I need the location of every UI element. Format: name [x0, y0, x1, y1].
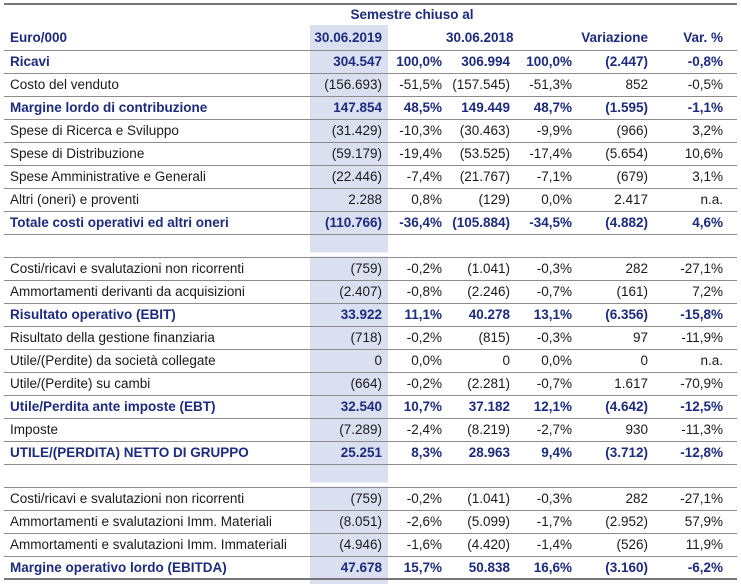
variation: 930	[576, 418, 652, 441]
variation: (3.160)	[576, 556, 652, 579]
pct-2019: -19,4%	[388, 142, 446, 165]
title-row-left-blank	[4, 4, 310, 25]
value-2019: (59.179)	[310, 142, 388, 165]
table-title: Semestre chiuso al	[350, 7, 474, 23]
income-statement-table	[4, 3, 737, 584]
pct-2018: -0,3%	[514, 257, 576, 280]
variation-pct: -11,9%	[652, 326, 737, 349]
variation: (2.447)	[576, 50, 652, 73]
row-label: Risultato operativo (EBIT)	[4, 303, 310, 326]
value-2018: 40.278	[446, 303, 514, 326]
table-row	[4, 533, 737, 556]
variation: 0	[576, 349, 652, 372]
value-2019: (7.289)	[310, 418, 388, 441]
table-row	[4, 50, 737, 73]
value-2019: 304.547	[310, 50, 388, 73]
variation-pct: -0,5%	[652, 73, 737, 96]
pct-2018: 12,1%	[514, 395, 576, 418]
pct-2019: -7,4%	[388, 165, 446, 188]
value-2018: 149.449	[446, 96, 514, 119]
variation: 1.617	[576, 372, 652, 395]
pct-2019: -0,8%	[388, 280, 446, 303]
pct-2019: 8,3%	[388, 441, 446, 464]
row-label: Utile/Perdita ante imposte (EBT)	[4, 395, 310, 418]
table-row	[4, 119, 737, 142]
row-label: Altri (oneri) e proventi	[4, 188, 310, 211]
table-row	[4, 510, 737, 533]
value-2018: (4.420)	[446, 533, 514, 556]
pct-2018: -7,1%	[514, 165, 576, 188]
variation-pct: 4,6%	[652, 211, 737, 234]
pct-2018: 0,0%	[514, 188, 576, 211]
spacer-highlight-cell	[310, 234, 388, 257]
spacer-highlight-cell	[310, 464, 388, 487]
value-2019: 25.251	[310, 441, 388, 464]
pct-2019: -36,4%	[388, 211, 446, 234]
pct-2019: 15,7%	[388, 556, 446, 579]
table-row	[4, 303, 737, 326]
variation-pct: -12,5%	[652, 395, 737, 418]
pct-2018: 100,0%	[514, 50, 576, 73]
variation-pct: 3,1%	[652, 165, 737, 188]
row-label: Utile/(Perdite) da società collegate	[4, 349, 310, 372]
table-row	[4, 142, 737, 165]
value-2019: 47.678	[310, 556, 388, 579]
variation: 97	[576, 326, 652, 349]
variation: (2.952)	[576, 510, 652, 533]
pct-2018: -0,7%	[514, 372, 576, 395]
stub-cell	[388, 579, 737, 584]
value-2019: (2.407)	[310, 280, 388, 303]
pct-2019: 10,7%	[388, 395, 446, 418]
value-2018: (1.041)	[446, 487, 514, 510]
variation-pct: -11,3%	[652, 418, 737, 441]
value-2018: (157.545)	[446, 73, 514, 96]
pct-2019: 0,8%	[388, 188, 446, 211]
value-2019: 32.540	[310, 395, 388, 418]
column-header-row	[4, 25, 737, 50]
variation: (679)	[576, 165, 652, 188]
row-label: Ammortamenti e svalutazioni Imm. Materiali	[4, 510, 310, 533]
value-2018: 28.963	[446, 441, 514, 464]
variation: (6.356)	[576, 303, 652, 326]
pct-2018: 9,4%	[514, 441, 576, 464]
row-label: Imposte	[4, 418, 310, 441]
row-label: Utile/(Perdite) su cambi	[4, 372, 310, 395]
pct-2019: -0,2%	[388, 326, 446, 349]
spacer-cell	[388, 234, 737, 257]
table-row	[4, 487, 737, 510]
value-2019: 33.922	[310, 303, 388, 326]
stub-cell	[4, 579, 310, 584]
variation: (5.654)	[576, 142, 652, 165]
value-2018: (5.099)	[446, 510, 514, 533]
table-row	[4, 556, 737, 579]
pct-2019: -0,2%	[388, 372, 446, 395]
column-header-blank-2	[514, 25, 576, 50]
pct-2019: 0,0%	[388, 349, 446, 372]
value-2019: 2.288	[310, 188, 388, 211]
value-2018: 0	[446, 349, 514, 372]
value-2019: 0	[310, 349, 388, 372]
variation-pct: 3,2%	[652, 119, 737, 142]
pct-2019: 48,5%	[388, 96, 446, 119]
variation: 282	[576, 487, 652, 510]
row-label: Costi/ricavi e svalutazioni non ricorrenti	[4, 487, 310, 510]
pct-2018: 16,6%	[514, 556, 576, 579]
value-2018: (30.463)	[446, 119, 514, 142]
value-2019: (31.429)	[310, 119, 388, 142]
variation-pct: -70,9%	[652, 372, 737, 395]
value-2018: (8.219)	[446, 418, 514, 441]
value-2018: (815)	[446, 326, 514, 349]
variation: (3.712)	[576, 441, 652, 464]
variation: 2.417	[576, 188, 652, 211]
pct-2018: -51,3%	[514, 73, 576, 96]
pct-2019: -1,6%	[388, 533, 446, 556]
variation: (4.642)	[576, 395, 652, 418]
table-row	[4, 188, 737, 211]
spacer-row	[4, 234, 737, 257]
row-label: Ammortamenti e svalutazioni Imm. Immateriali	[4, 533, 310, 556]
variation-pct: n.a.	[652, 349, 737, 372]
column-header-variation: Variazione	[576, 25, 652, 50]
value-2019: (8.051)	[310, 510, 388, 533]
value-2018: (2.281)	[446, 372, 514, 395]
pct-2018: -17,4%	[514, 142, 576, 165]
value-2018: 37.182	[446, 395, 514, 418]
pct-2018: -0,3%	[514, 326, 576, 349]
value-2018: (1.041)	[446, 257, 514, 280]
table-row	[4, 280, 737, 303]
row-label: Costo del venduto	[4, 73, 310, 96]
variation-pct: 11,9%	[652, 533, 737, 556]
highlight-stub-row	[4, 579, 737, 584]
pct-2018: 48,7%	[514, 96, 576, 119]
table-row	[4, 326, 737, 349]
value-2018: 50.838	[446, 556, 514, 579]
title-row-right-blank	[514, 4, 737, 25]
table-row	[4, 73, 737, 96]
value-2018: 306.994	[446, 50, 514, 73]
value-2019: (759)	[310, 257, 388, 280]
value-2019: (664)	[310, 372, 388, 395]
variation: 282	[576, 257, 652, 280]
table-row	[4, 165, 737, 188]
value-2019: 147.854	[310, 96, 388, 119]
pct-2018: -1,4%	[514, 533, 576, 556]
variation-pct: -6,2%	[652, 556, 737, 579]
variation: (161)	[576, 280, 652, 303]
column-header-period-prior: 30.06.2018	[446, 25, 514, 50]
pct-2019: -2,4%	[388, 418, 446, 441]
variation: (526)	[576, 533, 652, 556]
table-row	[4, 441, 737, 464]
table-row	[4, 257, 737, 280]
variation: 852	[576, 73, 652, 96]
table-title-row	[4, 4, 737, 25]
variation: (4.882)	[576, 211, 652, 234]
table-row	[4, 372, 737, 395]
row-label: Spese di Ricerca e Sviluppo	[4, 119, 310, 142]
variation: (1.595)	[576, 96, 652, 119]
variation-pct: -0,8%	[652, 50, 737, 73]
spacer-cell	[4, 464, 310, 487]
value-2018: (21.767)	[446, 165, 514, 188]
value-2019: (156.693)	[310, 73, 388, 96]
pct-2019: -0,2%	[388, 257, 446, 280]
pct-2019: 100,0%	[388, 50, 446, 73]
column-header-blank-1	[388, 25, 446, 50]
pct-2018: -9,9%	[514, 119, 576, 142]
column-header-period-current: 30.06.2019	[310, 25, 388, 50]
row-label: UTILE/(PERDITA) NETTO DI GRUPPO	[4, 441, 310, 464]
table-row	[4, 418, 737, 441]
row-label: Spese Amministrative e Generali	[4, 165, 310, 188]
pct-2019: -51,5%	[388, 73, 446, 96]
value-2018: (2.246)	[446, 280, 514, 303]
pct-2019: -2,6%	[388, 510, 446, 533]
row-label: Spese di Distribuzione	[4, 142, 310, 165]
spacer-cell	[4, 234, 310, 257]
table-row	[4, 96, 737, 119]
table-body	[4, 50, 737, 584]
variation-pct: 7,2%	[652, 280, 737, 303]
variation-pct: n.a.	[652, 188, 737, 211]
variation-pct: -12,8%	[652, 441, 737, 464]
pct-2018: -2,7%	[514, 418, 576, 441]
value-2019: (22.446)	[310, 165, 388, 188]
value-2019: (718)	[310, 326, 388, 349]
variation-pct: -27,1%	[652, 257, 737, 280]
pct-2018: -34,5%	[514, 211, 576, 234]
table-row	[4, 395, 737, 418]
variation-pct: -27,1%	[652, 487, 737, 510]
row-label: Margine lordo di contribuzione	[4, 96, 310, 119]
variation-pct: 57,9%	[652, 510, 737, 533]
value-2019: (110.766)	[310, 211, 388, 234]
spacer-row	[4, 464, 737, 487]
stub-highlight-cell	[310, 579, 388, 584]
pct-2018: -1,7%	[514, 510, 576, 533]
pct-2019: -0,2%	[388, 487, 446, 510]
variation-pct: -1,1%	[652, 96, 737, 119]
pct-2018: -0,7%	[514, 280, 576, 303]
value-2018: (53.525)	[446, 142, 514, 165]
value-2018: (129)	[446, 188, 514, 211]
pct-2018: -0,3%	[514, 487, 576, 510]
pct-2019: 11,1%	[388, 303, 446, 326]
column-header-unit: Euro/000	[4, 25, 310, 50]
value-2018: (105.884)	[446, 211, 514, 234]
variation-pct: -15,8%	[652, 303, 737, 326]
pct-2018: 0,0%	[514, 349, 576, 372]
table-row	[4, 211, 737, 234]
column-header-variation-pct: Var. %	[652, 25, 737, 50]
pct-2018: 13,1%	[514, 303, 576, 326]
value-2019: (759)	[310, 487, 388, 510]
row-label: Ricavi	[4, 50, 310, 73]
value-2019: (4.946)	[310, 533, 388, 556]
row-label: Totale costi operativi ed altri oneri	[4, 211, 310, 234]
row-label: Costi/ricavi e svalutazioni non ricorrenti	[4, 257, 310, 280]
spacer-cell	[388, 464, 737, 487]
variation: (966)	[576, 119, 652, 142]
variation-pct: 10,6%	[652, 142, 737, 165]
row-label: Risultato della gestione finanziaria	[4, 326, 310, 349]
pct-2019: -10,3%	[388, 119, 446, 142]
table-row	[4, 349, 737, 372]
row-label: Margine operativo lordo (EBITDA)	[4, 556, 310, 579]
row-label: Ammortamenti derivanti da acquisizioni	[4, 280, 310, 303]
